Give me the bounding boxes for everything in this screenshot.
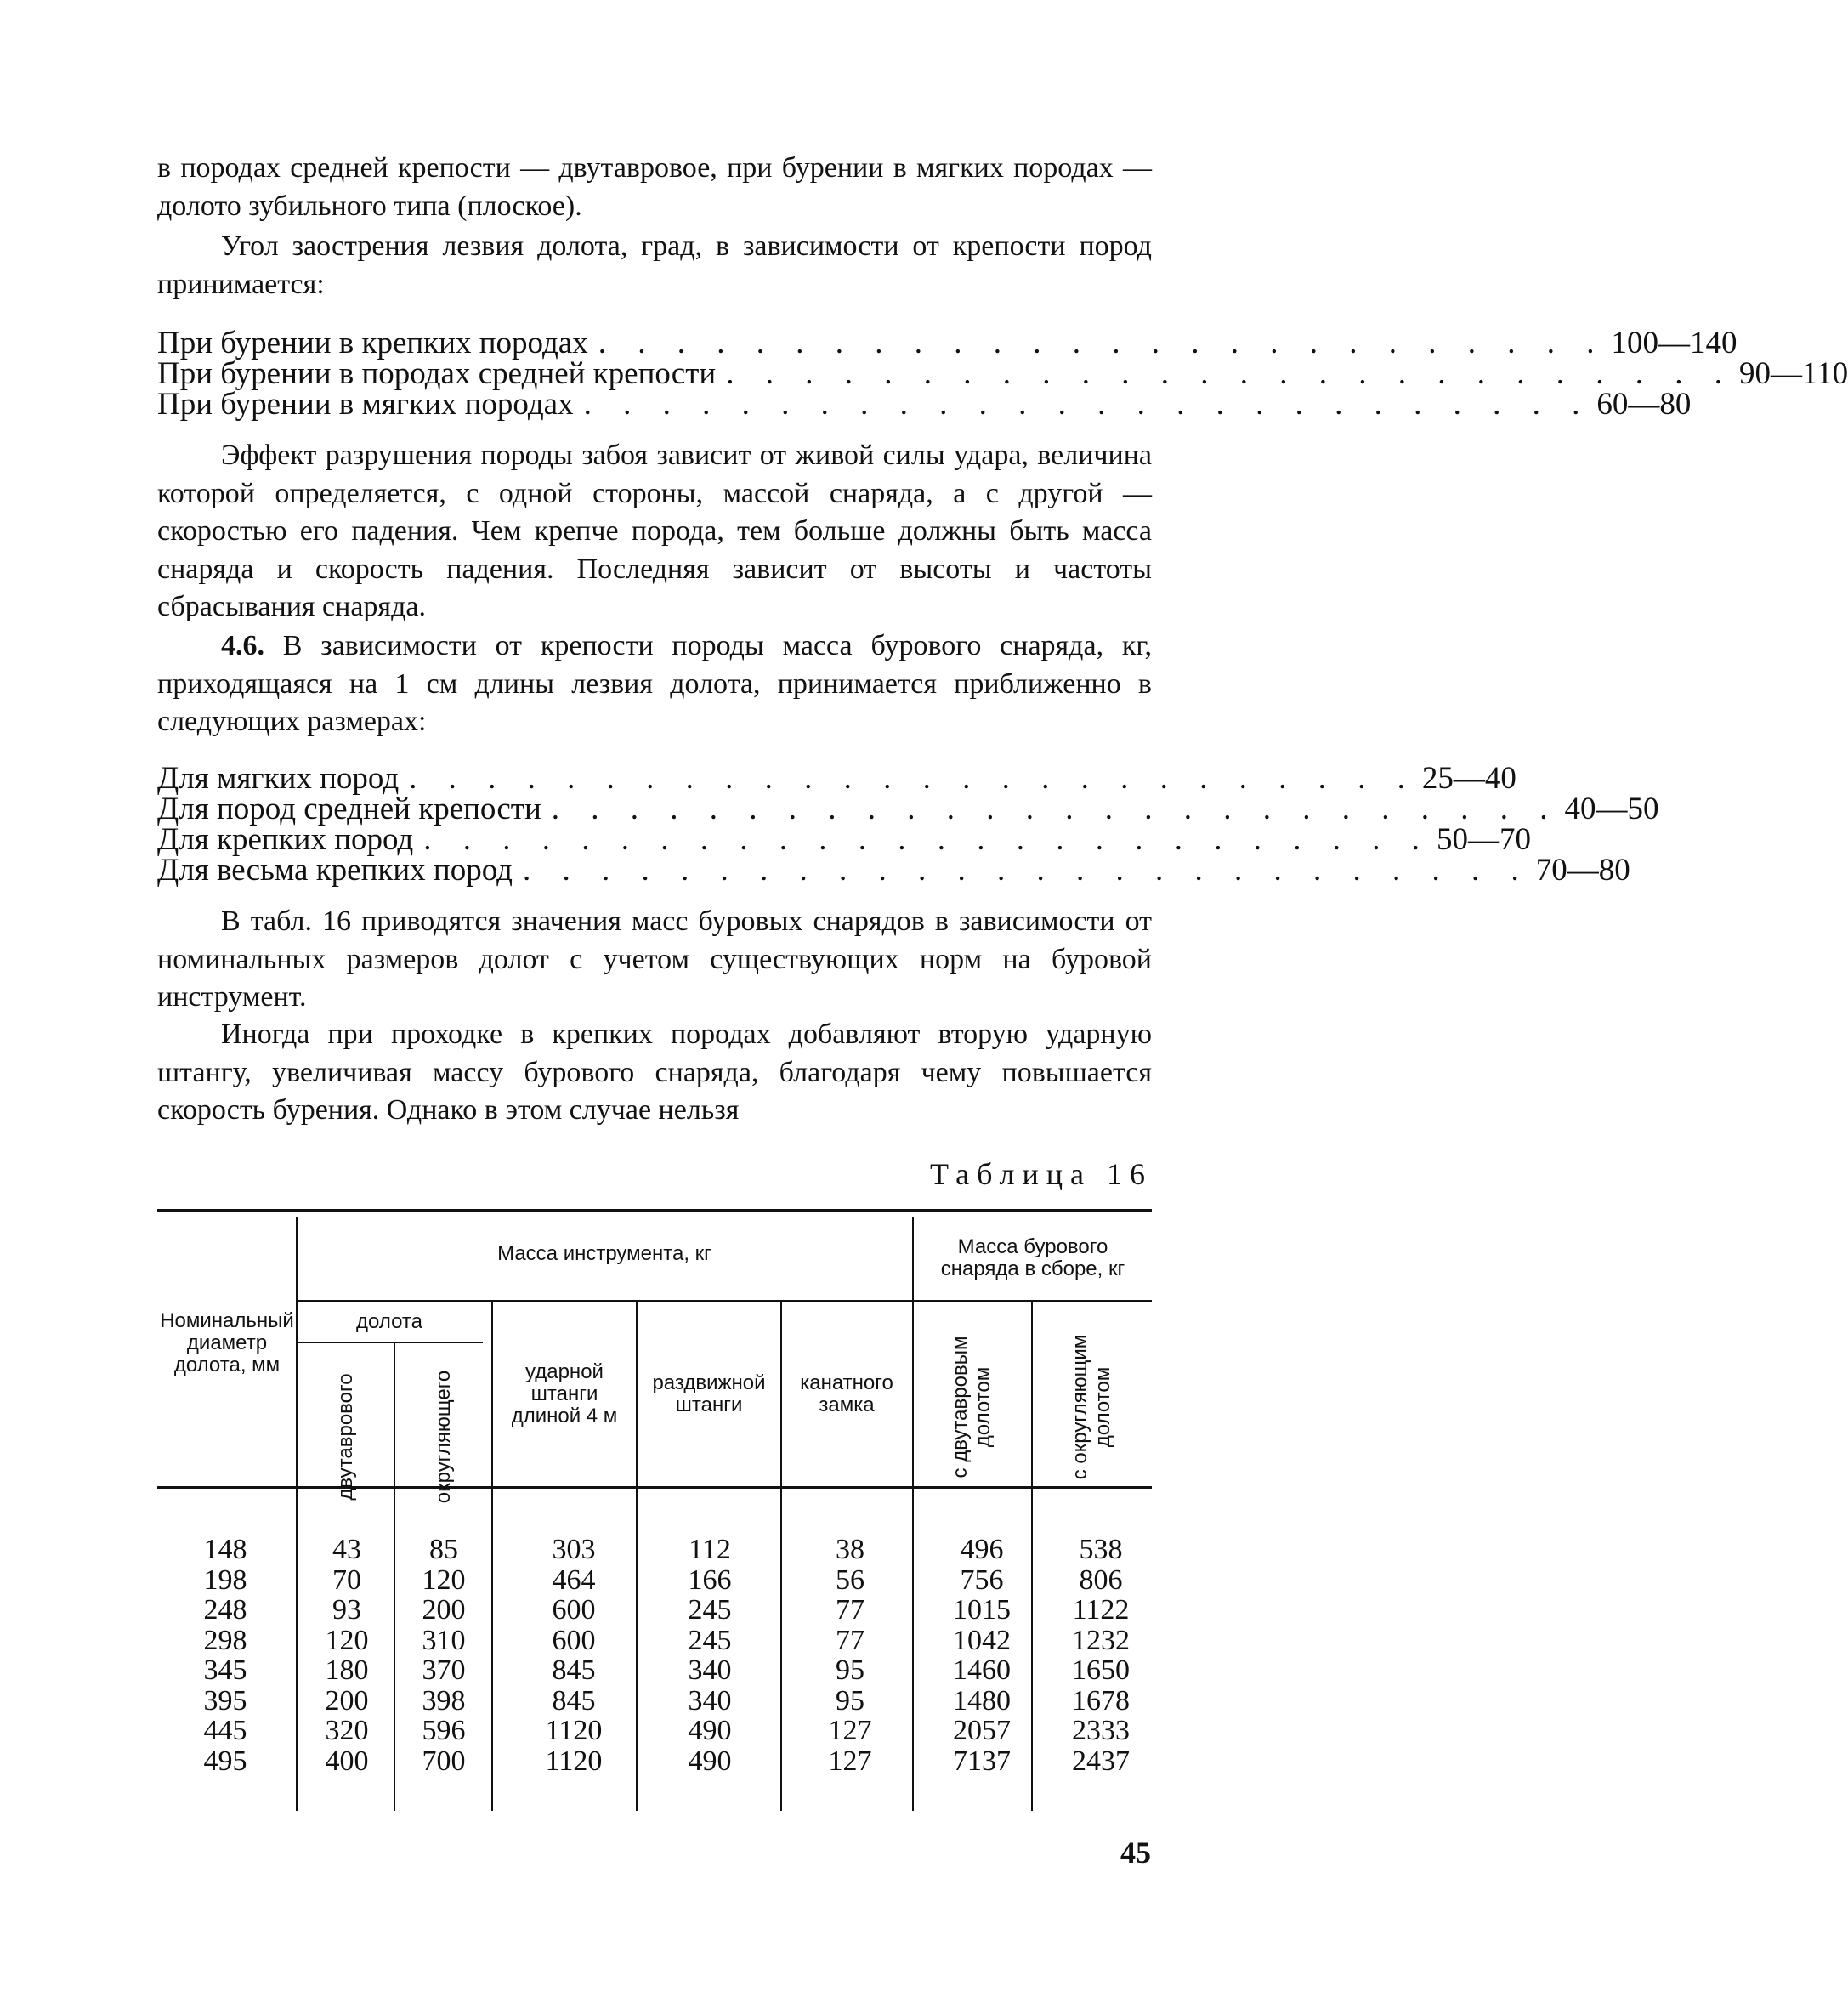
list-item: Для мягких пород . . . . . . . . . . . . . . . . . . . . . . . . . . 25—40 (157, 761, 1516, 796)
table-cell: 56 (836, 1564, 864, 1596)
table-cell: 756 (960, 1564, 1004, 1596)
table-rule (298, 1342, 483, 1343)
column-rope-lock (799, 1535, 901, 1776)
table-cell: 7137 (953, 1745, 1011, 1777)
header-bit-okrugl: округляющего (431, 1370, 455, 1504)
page-number: 45 (1120, 1836, 1151, 1870)
header-rod: ударной штанги длиной 4 м (511, 1360, 618, 1427)
table-cell: 95 (836, 1684, 864, 1717)
list-item: При бурении в крепких породах . . . . . . . . . . . . . . . . . . . . . . . . . . 100—140 (157, 326, 1737, 360)
header-asm-okrugl: с округляющим долотом (1069, 1334, 1114, 1480)
table-cell: 345 (203, 1654, 247, 1686)
list-item-label: При бурении в крепких породах (157, 326, 588, 360)
table-cell: 198 (203, 1564, 247, 1596)
table-cell: 120 (325, 1624, 369, 1656)
table-cell: 340 (688, 1684, 732, 1717)
table-cell: 445 (203, 1715, 247, 1746)
table-cell: 85 (429, 1534, 458, 1565)
table-cell: 127 (828, 1715, 872, 1746)
table-top-rule (157, 1209, 1152, 1212)
table-cell: 148 (203, 1534, 247, 1565)
table-cell: 245 (688, 1624, 732, 1656)
table-cell: 1120 (545, 1715, 603, 1746)
header-slide-rod: раздвижной штанги (652, 1371, 766, 1416)
list-item: Для весьма крепких пород . . . . . . . . . . . . . . . . . . . . . . . . . . 70—80 (157, 853, 1630, 888)
table-cell: 1232 (1072, 1624, 1130, 1656)
table-cell: 127 (828, 1745, 872, 1777)
table-cell: 43 (332, 1534, 361, 1565)
table-vrule (394, 1342, 395, 1811)
table-cell: 496 (960, 1534, 1004, 1565)
table-cell: 845 (552, 1684, 596, 1717)
table-cell: 700 (422, 1745, 466, 1777)
table-vrule (912, 1217, 914, 1811)
paragraph-4 (157, 627, 1152, 741)
header-bit: долота (356, 1310, 422, 1333)
list-item: Для крепких пород . . . . . . . . . . . . . . . . . . . . . . . . . . 50—70 (157, 822, 1532, 857)
column-bit-dvutavr (304, 1535, 389, 1776)
table-rule (298, 1300, 1152, 1302)
table-cell: 370 (422, 1654, 466, 1686)
table-cell: 77 (836, 1624, 864, 1656)
table-cell: 495 (203, 1745, 247, 1777)
table-cell: 806 (1079, 1564, 1123, 1596)
table-cell: 95 (836, 1654, 864, 1686)
list-item-label: Для пород средней крепости (157, 792, 541, 826)
column-bit-okrugl (401, 1535, 486, 1776)
table-cell: 112 (689, 1534, 731, 1565)
list-item-label: Для весьма крепких пород (157, 853, 513, 888)
table-cell: 120 (422, 1564, 466, 1596)
table-cell: 596 (422, 1715, 466, 1746)
table-cell: 1042 (953, 1624, 1011, 1656)
table-cell: 166 (688, 1564, 732, 1596)
table-cell: 1120 (545, 1745, 603, 1777)
section-number: 4.6. (221, 630, 264, 661)
table-cell: 2437 (1072, 1745, 1130, 1777)
paragraph-2: Угол заострения лезвия долота, град, в зависимости от крепости пород принимается: (157, 230, 1152, 300)
list-item: Для пород средней крепости . . . . . . . . . . . . . . . . . . . . . . . . . . 40—50 (157, 792, 1659, 826)
paragraph-3: Эффект разрушения породы забоя зависит от живой силы удара, величина которой определяется, с одной стороны, массой снаряда, а с другой — скоростью его падения. Чем крепче порода, тем больше должны быть масса снаряда и скорость падения. Последняя зависит от высоты и частоты сбрасывания снаряда. (157, 440, 1152, 622)
list-item: При бурении в мягких породах . . . . . . . . . . . . . . . . . . . . . . . . . . 60—80 (157, 387, 1692, 422)
table-cell: 248 (203, 1594, 247, 1626)
table-cell: 77 (836, 1594, 864, 1626)
paragraph-6: Иногда при проходке в крепких породах добавляют вторую ударную штангу, увеличивая массу бурового снаряда, благодаря чему повышается скорость бурения. Однако в этом случае нельзя (157, 1019, 1152, 1126)
column-rod (519, 1535, 629, 1776)
table-cell: 245 (688, 1594, 732, 1626)
table-cell: 398 (422, 1684, 466, 1717)
list-item-label: Для мягких пород (157, 761, 400, 796)
table-vrule (636, 1302, 638, 1811)
table-cell: 310 (422, 1624, 466, 1656)
table-cell: 845 (552, 1654, 596, 1686)
table-cell: 1650 (1072, 1654, 1130, 1686)
header-instrument-mass: Масса инструмента, кг (497, 1242, 711, 1265)
paragraph-5: В табл. 16 приводятся значения масс буровых снарядов в зависимости от номинальных размеров долот с учетом существующих норм на буровой инструмент. (157, 905, 1152, 1013)
column-diameter (191, 1535, 259, 1776)
table-cell: 2057 (953, 1715, 1011, 1746)
column-asm-okrugl (1041, 1535, 1160, 1776)
table-cell: 93 (332, 1594, 361, 1626)
table-cell: 180 (325, 1654, 369, 1686)
table-vrule (491, 1302, 493, 1811)
table-cell: 340 (688, 1654, 732, 1686)
table-cell: 538 (1079, 1534, 1123, 1565)
table-cell: 600 (552, 1594, 596, 1626)
column-asm-dvutavr (922, 1535, 1041, 1776)
table-cell: 490 (688, 1745, 732, 1777)
header-assembly-mass: Масса бурового снаряда в сборе, кг (940, 1234, 1125, 1280)
table-cell: 298 (203, 1624, 247, 1656)
column-slide-rod (655, 1535, 765, 1776)
table-cell: 38 (836, 1534, 864, 1565)
table-caption: Таблица 16 (930, 1157, 1153, 1191)
table-cell: 1122 (1072, 1594, 1130, 1626)
header-diameter: Номинальный диаметр долота, мм (160, 1309, 294, 1376)
header-bit-dvutavr: двутаврового (333, 1373, 357, 1501)
table-cell: 303 (552, 1534, 596, 1565)
table-cell: 395 (203, 1684, 247, 1717)
header-asm-dvutavr: с двутавровым долотом (949, 1336, 995, 1478)
mass-list (157, 761, 1659, 888)
table-cell: 70 (332, 1564, 361, 1596)
list-item-label: При бурении в породах средней крепости (157, 356, 717, 391)
table-vrule (780, 1302, 782, 1811)
paragraph-4-text: В зависимости от крепости породы масса бурового снаряда, кг, приходящаяся на 1 см длины лезвия долота, принимается приближенно в следующих размерах: (157, 630, 1152, 737)
header-rope-lock: канатного замка (800, 1371, 893, 1416)
paragraph-1: в породах средней крепости — двутавровое, при бурении в мягких породах — долото зубильного типа (плоское). (157, 152, 1152, 222)
table-cell: 200 (325, 1684, 369, 1717)
table-cell: 600 (552, 1624, 596, 1656)
table-cell: 320 (325, 1715, 369, 1746)
table-cell: 400 (325, 1745, 369, 1777)
table-cell: 1678 (1072, 1684, 1130, 1717)
list-item-label: При бурении в мягких породах (157, 387, 574, 422)
table-cell: 200 (422, 1594, 466, 1626)
table-cell: 464 (552, 1564, 596, 1596)
table-vrule (296, 1217, 298, 1811)
table-cell: 1015 (953, 1594, 1011, 1626)
table-cell: 2333 (1072, 1715, 1130, 1746)
table-cell: 490 (688, 1715, 732, 1746)
list-item-label: Для крепких пород (157, 822, 414, 857)
angle-list (157, 326, 1848, 422)
table-cell: 1480 (953, 1684, 1011, 1717)
table-cell: 1460 (953, 1654, 1011, 1686)
list-item: При бурении в породах средней крепости . . . . . . . . . . . . . . . . . . . . . . . . . . 90—110 (157, 356, 1848, 391)
